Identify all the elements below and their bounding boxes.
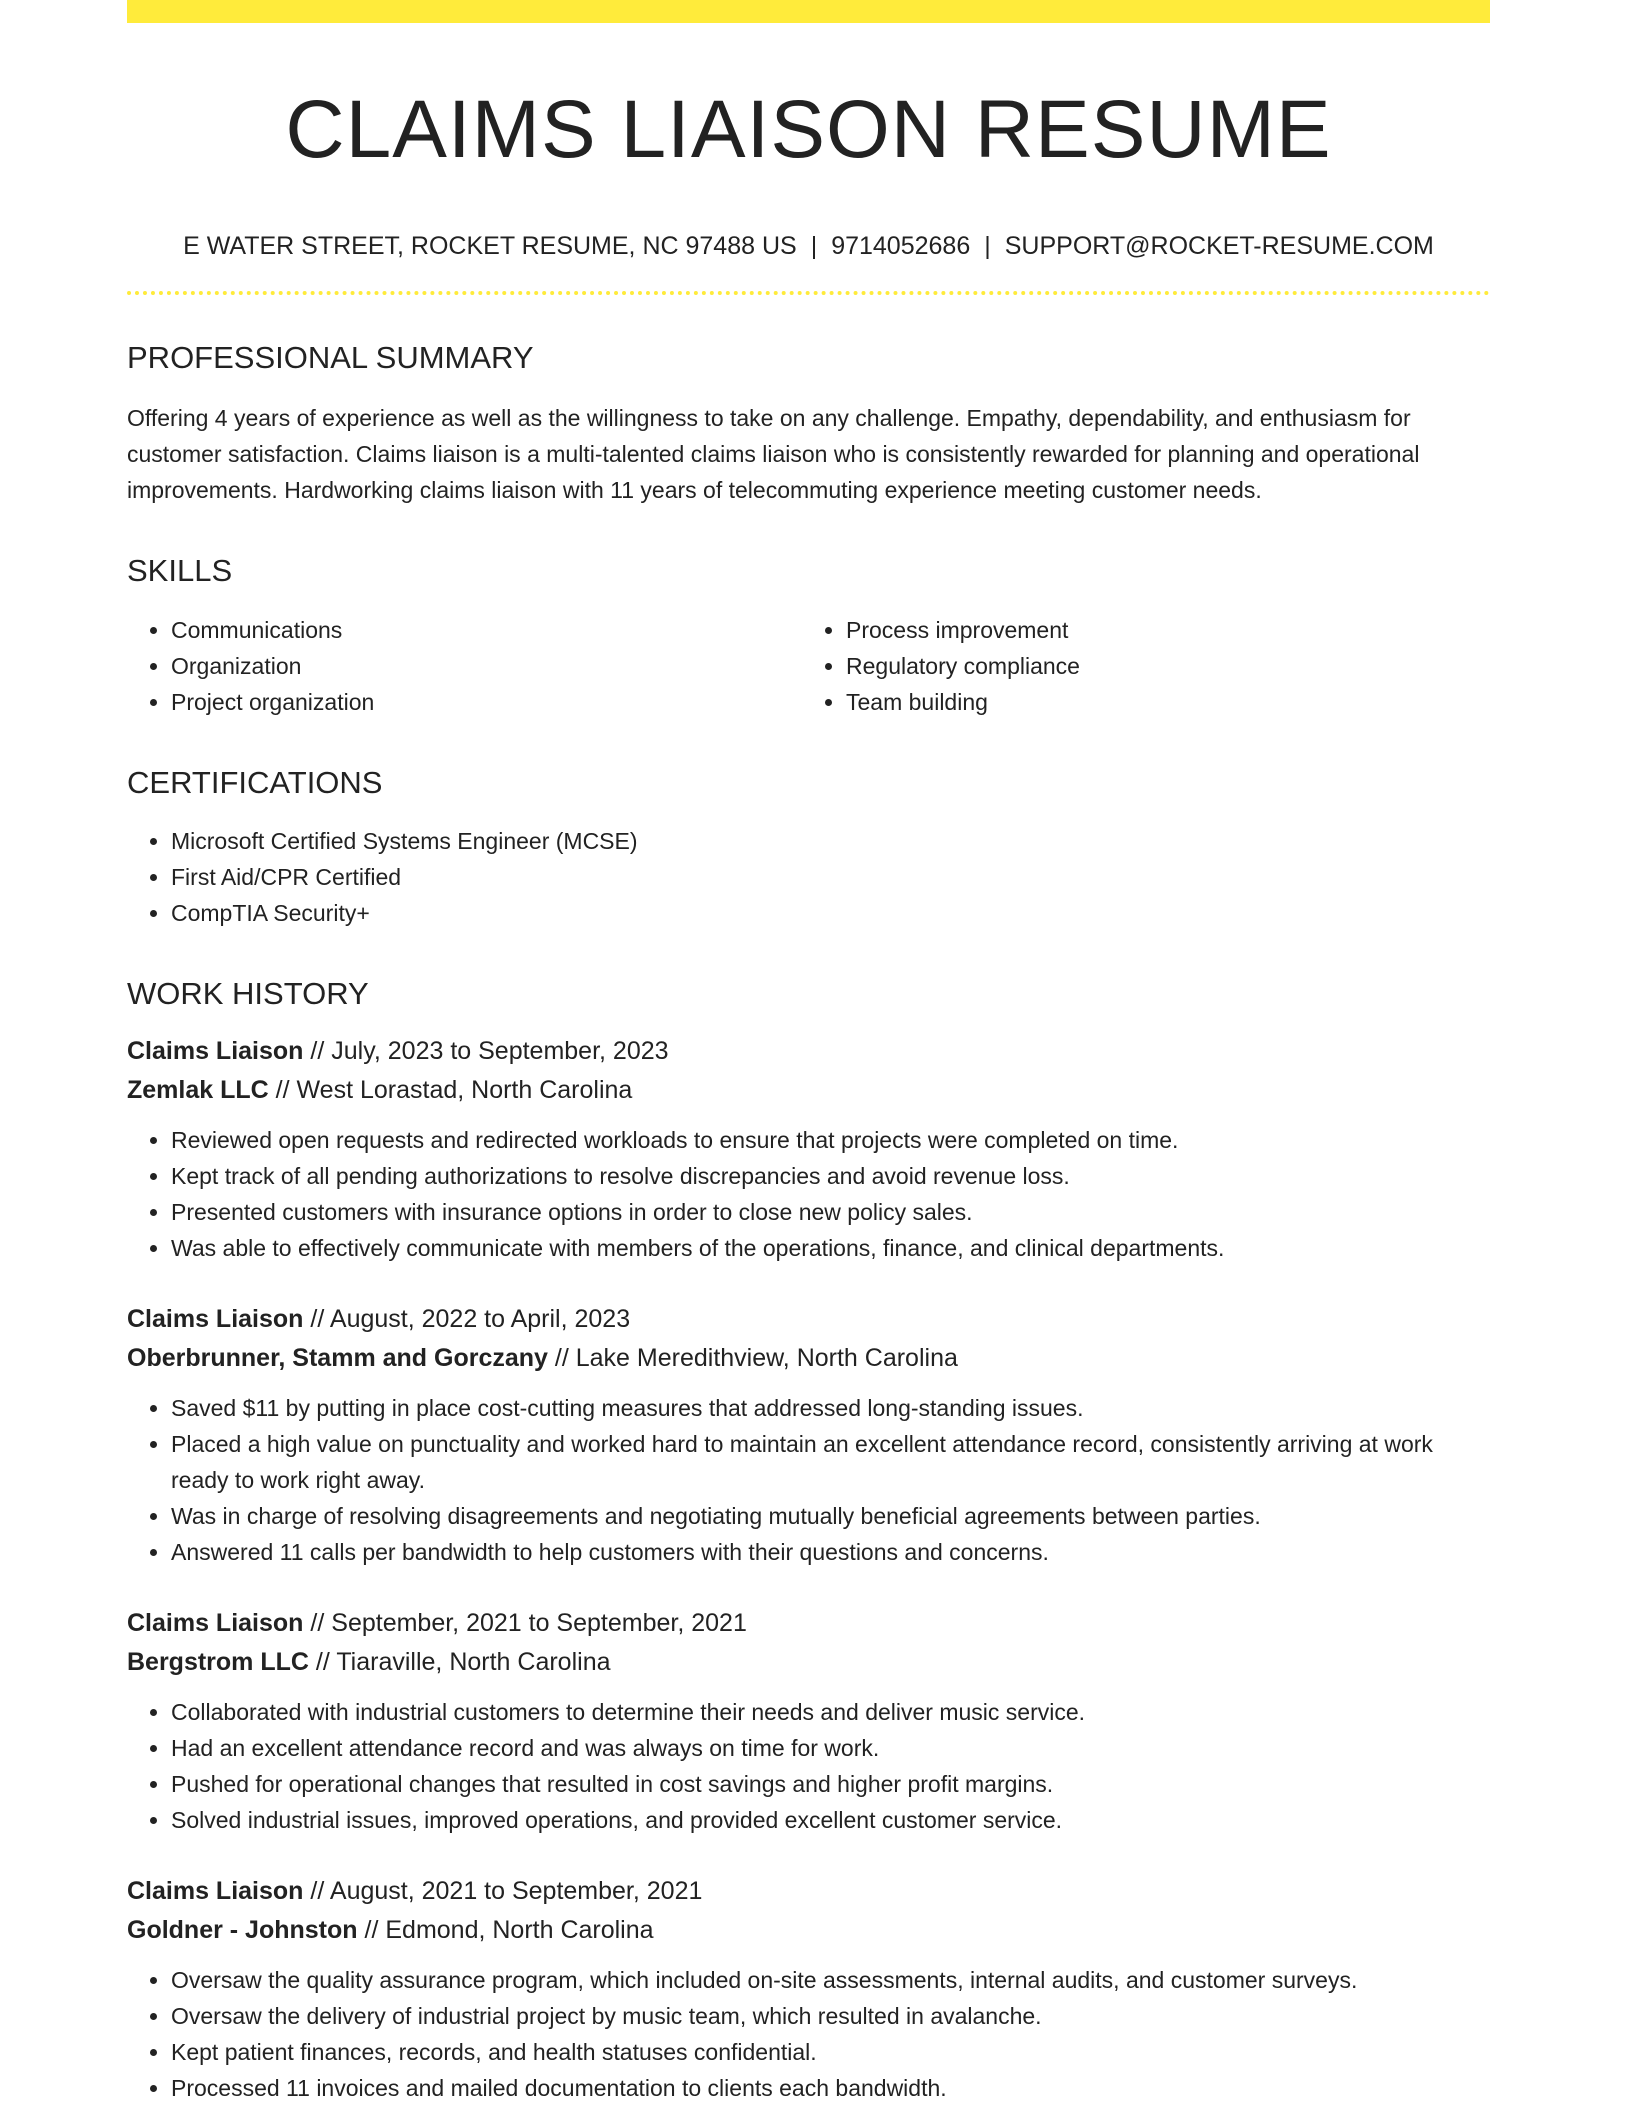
job-bullet: • Collaborated with industrial customers to determine their needs and deliver music service. (171, 1694, 1490, 1730)
contact-phone: 9714052686 (831, 232, 971, 261)
job-company-line (127, 1643, 1490, 1682)
skills-column-left (127, 612, 802, 720)
contact-line (127, 231, 1490, 261)
skill-item: • Project organization (171, 684, 802, 720)
certification-item: • First Aid/CPR Certified (171, 859, 1490, 895)
job-bullet: • Was in charge of resolving disagreements and negotiating mutually beneficial agreements between parties. (171, 1498, 1490, 1534)
job-company-line (127, 1071, 1490, 1110)
contact-separator: | (810, 232, 818, 261)
job-bullet: • Placed a high value on punctuality and worked hard to maintain an excellent attendance record, consistently arriving at work ready to work right away. (171, 1426, 1490, 1498)
skill-item: • Communications (171, 612, 802, 648)
job-entry (127, 1604, 1490, 1838)
job-bullet: • Oversaw the quality assurance program, which included on-site assessments, internal audits, and customer surveys. (171, 1962, 1490, 1998)
resume-content (127, 0, 1490, 2106)
job-divider: // (310, 1304, 325, 1333)
job-company-line (127, 1339, 1490, 1378)
job-bullet: • Reviewed open requests and redirected workloads to ensure that projects were completed on time. (171, 1122, 1490, 1158)
job-location: Tiaraville, North Carolina (336, 1647, 611, 1676)
job-dates: July, 2023 to September, 2023 (331, 1036, 669, 1065)
skill-item: • Process improvement (846, 612, 1477, 648)
job-entry (127, 1032, 1490, 1266)
skills-column-right (802, 612, 1477, 720)
job-dates: August, 2021 to September, 2021 (329, 1876, 703, 1905)
skill-item: • Regulatory compliance (846, 648, 1477, 684)
contact-email: SUPPORT@ROCKET-RESUME.COM (1004, 232, 1434, 261)
job-bullet: • Was able to effectively communicate with members of the operations, finance, and clinical departments. (171, 1230, 1490, 1266)
job-bullet: • Had an excellent attendance record and was always on time for work. (171, 1730, 1490, 1766)
job-dates: September, 2021 to September, 2021 (331, 1608, 747, 1637)
certifications-heading: CERTIFICATIONS (127, 764, 383, 800)
job-dates: August, 2022 to April, 2023 (329, 1304, 631, 1333)
skill-item: • Team building (846, 684, 1477, 720)
job-title-line (127, 1604, 1490, 1643)
job-divider: // (364, 1915, 379, 1944)
job-divider: // (315, 1647, 330, 1676)
job-title-line (127, 1872, 1490, 1911)
job-entry (127, 1300, 1490, 1570)
job-title: Claims Liaison (127, 1036, 304, 1065)
job-location: West Lorastad, North Carolina (296, 1075, 633, 1104)
work-history-heading: WORK HISTORY (127, 975, 369, 1011)
job-bullet: • Kept track of all pending authorizations to resolve discrepancies and avoid revenue loss. (171, 1158, 1490, 1194)
job-location: Lake Meredithview, North Carolina (575, 1343, 958, 1372)
accent-top-bar (127, 0, 1490, 23)
job-divider: // (310, 1036, 325, 1065)
job-bullet: • Kept patient finances, records, and health statuses confidential. (171, 2034, 1490, 2070)
job-bullet: • Saved $11 by putting in place cost-cutting measures that addressed long-standing issues. (171, 1390, 1490, 1426)
summary-heading: PROFESSIONAL SUMMARY (127, 340, 534, 376)
job-title-line (127, 1032, 1490, 1071)
job-company: Oberbrunner, Stamm and Gorczany (127, 1343, 548, 1372)
job-location: Edmond, North Carolina (385, 1915, 654, 1944)
job-bullets (127, 1962, 1490, 2106)
job-company: Bergstrom LLC (127, 1647, 309, 1676)
job-entry (127, 1872, 1490, 2106)
certifications-list (127, 823, 1490, 931)
job-bullets (127, 1122, 1490, 1266)
job-title-line (127, 1300, 1490, 1339)
job-divider: // (275, 1075, 290, 1104)
job-bullets (127, 1390, 1490, 1570)
dotted-divider (127, 291, 1490, 295)
contact-separator: | (984, 232, 991, 261)
resume-title: CLAIMS LIAISON RESUME (285, 84, 1332, 175)
job-divider: // (310, 1876, 325, 1905)
job-title: Claims Liaison (127, 1304, 304, 1333)
job-company: Goldner - Johnston (127, 1915, 358, 1944)
job-bullet: • Presented customers with insurance options in order to close new policy sales. (171, 1194, 1490, 1230)
job-bullet: • Pushed for operational changes that resulted in cost savings and higher profit margins. (171, 1766, 1490, 1802)
summary-text: Offering 4 years of experience as well as the willingness to take on any challenge. Empathy, dependability, and enthusiasm for customer satisfaction. Claims liaison is a multi-talented claims liaison who is consistently rewarded for planning and operational improvements. Hardworking claims liaison with 11 years of telecommuting experience meeting customer needs. (127, 405, 1420, 504)
job-title: Claims Liaison (127, 1608, 304, 1637)
job-company-line (127, 1911, 1490, 1950)
job-divider: // (554, 1343, 569, 1372)
certification-item: • CompTIA Security+ (171, 895, 1490, 931)
job-bullets (127, 1694, 1490, 1838)
job-divider: // (310, 1608, 325, 1637)
skill-item: • Organization (171, 648, 802, 684)
job-bullet: • Oversaw the delivery of industrial project by music team, which resulted in avalanche. (171, 1998, 1490, 2034)
job-company: Zemlak LLC (127, 1075, 269, 1104)
certification-item: • Microsoft Certified Systems Engineer (MCSE) (171, 823, 1490, 859)
job-bullet: • Processed 11 invoices and mailed documentation to clients each bandwidth. (171, 2070, 1490, 2106)
job-title: Claims Liaison (127, 1876, 304, 1905)
skills-heading: SKILLS (127, 553, 233, 589)
skills-list (127, 612, 1490, 720)
job-bullet: • Solved industrial issues, improved operations, and provided excellent customer service. (171, 1802, 1490, 1838)
job-bullet: • Answered 11 calls per bandwidth to help customers with their questions and concerns. (171, 1534, 1490, 1570)
contact-address: E WATER STREET, ROCKET RESUME, NC 97488 US (183, 232, 797, 261)
